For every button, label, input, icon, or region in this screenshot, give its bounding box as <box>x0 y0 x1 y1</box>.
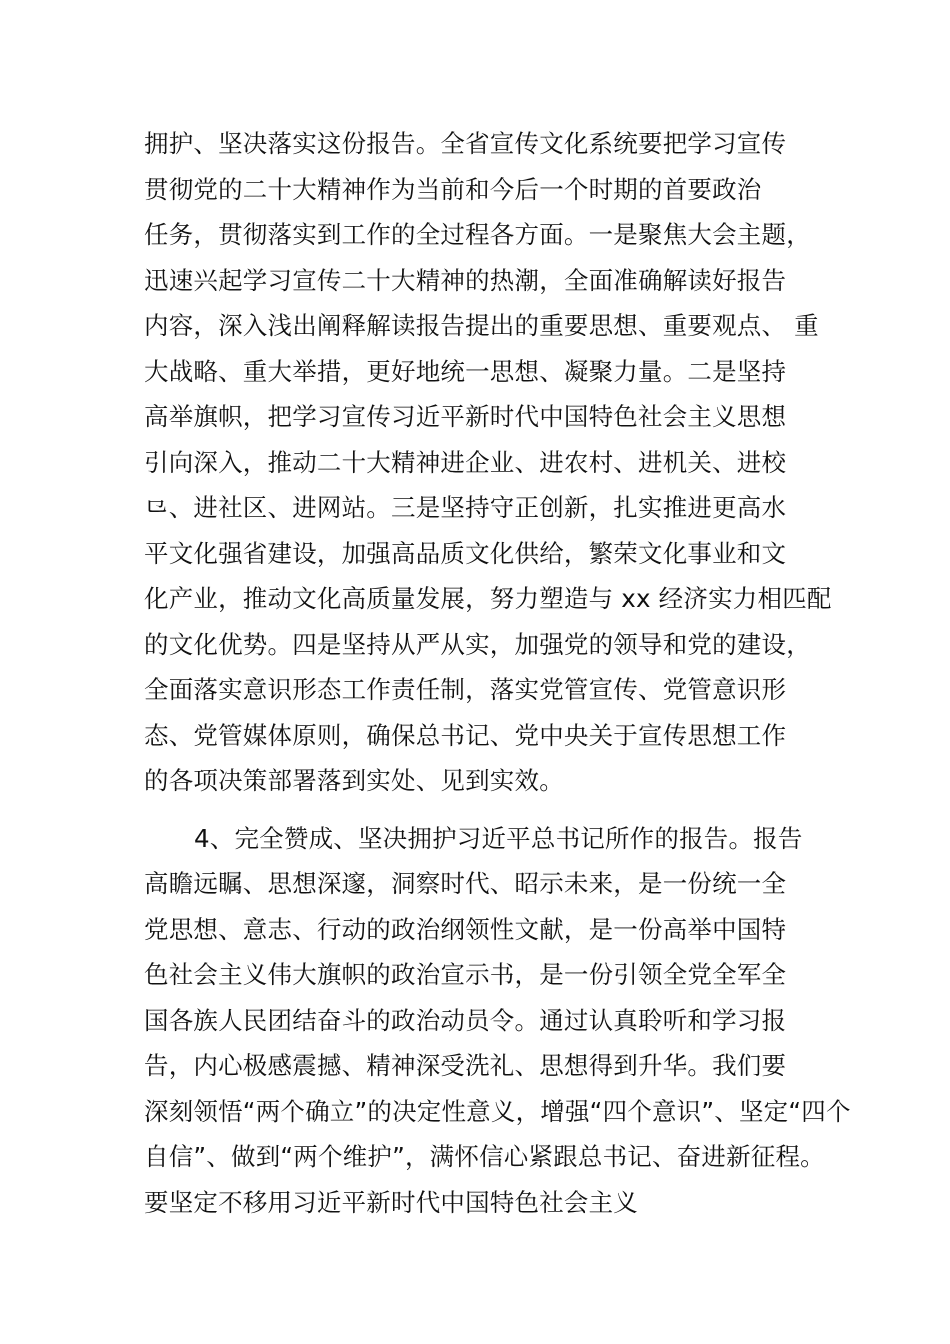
text-line: 色社会主义伟大旗帜的政治宣示书，是一份引领全党全军全 <box>144 960 787 989</box>
text-line: 化产业，推动文化高质量发展，努力塑造与 xx 经济实力相匹配 <box>144 584 832 613</box>
paragraph-start-line: 4、完全赞成、坚决拥护习近平总书记所作的报告。报告 <box>194 823 803 853</box>
text-line: 平文化强省建设，加强高品质文化供给，繁荣文化事业和文 <box>144 538 787 568</box>
text-line: ⺋、进社区、进网站。三是坚持守正创新，扎实推进更高水 <box>144 493 787 522</box>
text-line: 党思想、意志、行动的政治纲领性文献，是一份高举中国特 <box>144 914 787 944</box>
text-line: 引向深入，推动二十大精神进企业、进农村、进机关、进校 <box>144 447 787 477</box>
text-line: 国各族人民团结奋斗的政治动员令。通过认真聆听和学习报 <box>144 1005 787 1035</box>
text-line: 高举旗帜，把学习宣传习近平新时代中国特色社会主义思想 <box>144 402 787 431</box>
text-line: 迅速兴起学习宣传二十大精神的热潮，全面准确解读好报告 <box>144 265 787 295</box>
document-body <box>144 121 851 1225</box>
text-line: 深刻领悟“两个确立”的决定性意义，增强“四个意识”、坚定“四个 <box>144 1096 851 1126</box>
text-line: 任务，贯彻落实到工作的全过程各方面。一是聚焦大会主题， <box>144 220 811 249</box>
text-line: 高瞻远瞩、思想深邃，洞察时代、昭示未来，是一份统一全 <box>144 869 787 898</box>
text-line: 贯彻党的二十大精神作为当前和今后一个时期的首要政治 <box>144 174 762 204</box>
text-line: 告，内心极感震撼、精神深受洗礼、思想得到升华。我们要 <box>144 1051 787 1080</box>
text-line: 要坚定不移用习近平新时代中国特色社会主义 <box>144 1187 638 1217</box>
text-line: 态、党管媒体原则，确保总书记、党中央关于宣传思想工作 <box>144 720 787 750</box>
text-line: 内容，深入浅出阐释解读报告提出的重要思想、重要观点、 重 <box>144 311 819 340</box>
text-line: 大战略、重大举措，更好地统一思想、凝聚力量。二是坚持 <box>144 356 787 386</box>
text-line: 的各项决策部署落到实处、见到实效。 <box>144 766 564 795</box>
text-line: 自信”、做到“两个维护”，满怀信心紧跟总书记、奋进新征程。 <box>144 1142 825 1171</box>
text-line: 拥护、坚决落实这份报告。全省宣传文化系统要把学习宣传 <box>144 129 787 158</box>
text-line: 全面落实意识形态工作责任制，落实党管宣传、党管意识形 <box>144 675 787 704</box>
text-line: 的文化优势。四是坚持从严从实，加强党的领导和党的建设， <box>144 629 811 659</box>
